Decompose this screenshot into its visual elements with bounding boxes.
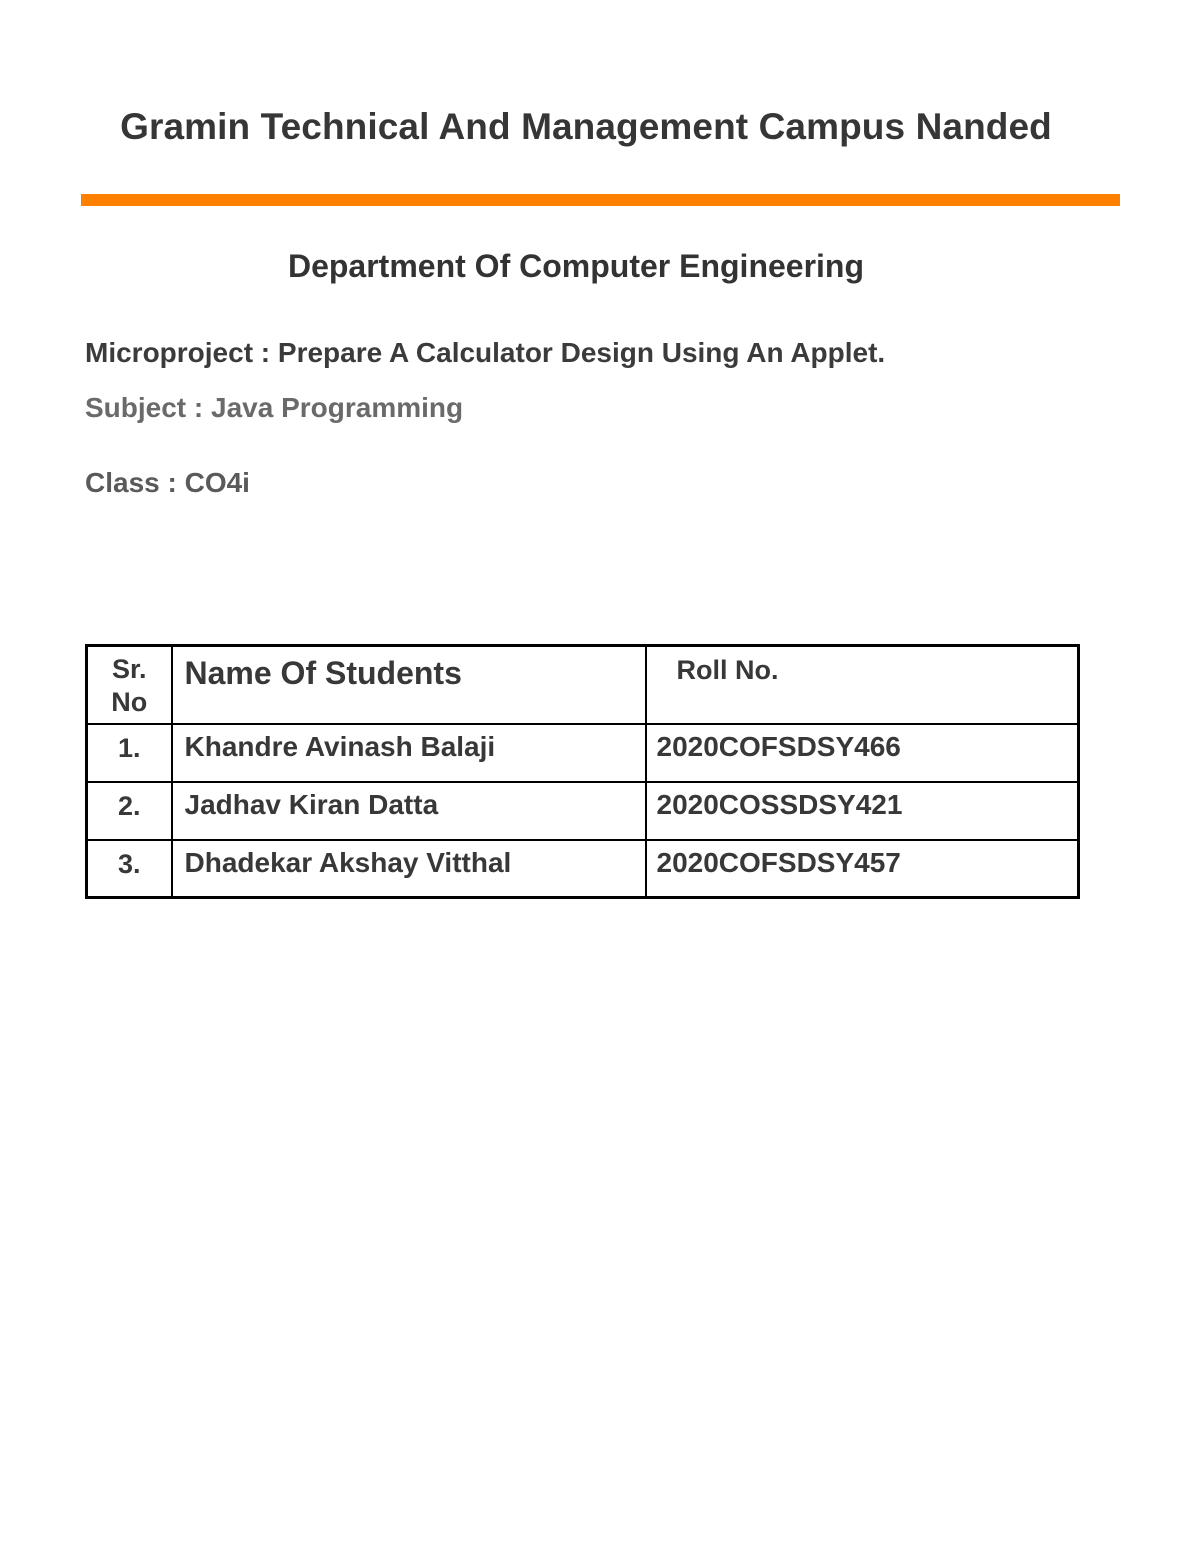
- row-roll-no: 2020COFSDSY457: [646, 840, 1079, 898]
- subject-line: Subject : Java Programming: [85, 392, 464, 423]
- class-line: Class : CO4i: [85, 467, 250, 498]
- row-sr-no: 3.: [87, 840, 172, 898]
- row-student-name: Khandre Avinash Balaji: [172, 724, 646, 782]
- header-sr-no: [87, 646, 172, 724]
- header-divider: [81, 194, 1120, 206]
- department-title: Department Of Computer Engineering: [287, 248, 865, 284]
- college-title: Gramin Technical And Management Campus Nanded: [120, 106, 1052, 147]
- table-row: [87, 724, 1079, 782]
- row-student-name: Jadhav Kiran Datta: [172, 782, 646, 840]
- microproject-line: Microproject : Prepare A Calculator Design Using An Applet.: [85, 337, 886, 368]
- header-roll-no: Roll No.: [646, 646, 1079, 724]
- row-sr-no: 2.: [87, 782, 172, 840]
- table-row: [87, 840, 1079, 898]
- table-row: [87, 782, 1079, 840]
- students-table: [85, 644, 1080, 899]
- header-sr-line1: Sr.: [111, 654, 147, 684]
- row-roll-no: 2020COSSDSY421: [646, 782, 1079, 840]
- row-student-name: Dhadekar Akshay Vitthal: [172, 840, 646, 898]
- header-student-name: Name Of Students: [172, 646, 646, 724]
- row-roll-no: 2020COFSDSY466: [646, 724, 1079, 782]
- header-sr-line2: No: [111, 687, 148, 717]
- table-header-row: [87, 646, 1079, 724]
- row-sr-no: 1.: [87, 724, 172, 782]
